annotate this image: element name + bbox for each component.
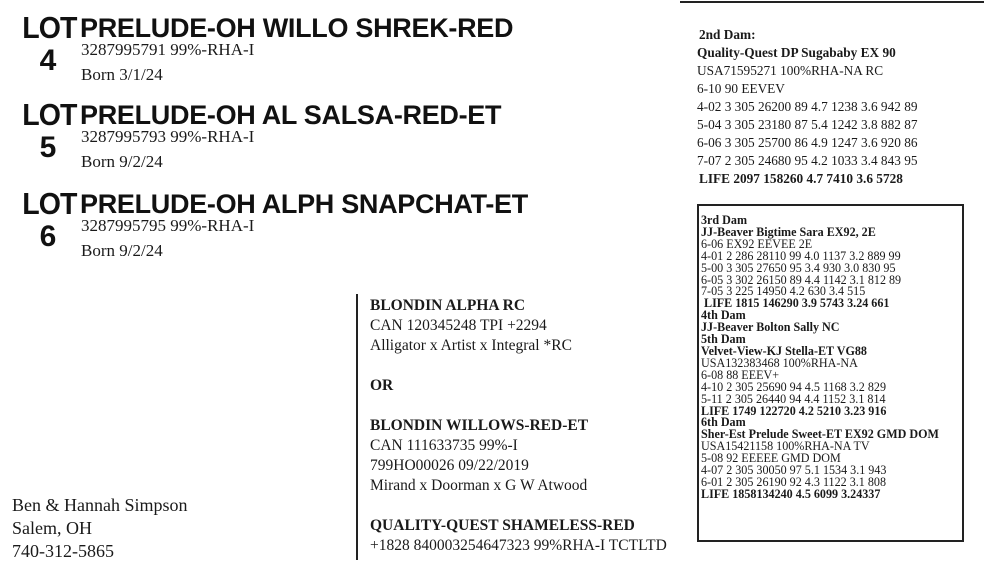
- sixth-dam-header: 6th Dam: [701, 415, 746, 430]
- registration: 3287995793 99%-RHA-I: [81, 127, 255, 146]
- third-dam-line: 6-05 3 302 26150 89 4.4 1142 3.1 812 89: [701, 272, 902, 287]
- sixth-dam-life: LIFE 1858134240 4.5 6099 3.24337: [701, 486, 881, 501]
- second-dam-line: 6-10 90 EEVEV: [697, 81, 785, 96]
- second-dam-life: LIFE 2097 158260 4.7 7410 3.6 5728: [699, 171, 903, 186]
- second-dam-line: 4-02 3 305 26200 89 4.7 1238 3.6 942 89: [697, 99, 918, 114]
- sire2-name: BLONDIN WILLOWS-RED-ET: [370, 417, 589, 434]
- fifth-dam-header: 5th Dam: [701, 332, 746, 347]
- second-dam-header: 2nd Dam:: [699, 27, 756, 42]
- second-dam-name: Quality-Quest DP Sugababy EX 90: [697, 45, 896, 60]
- third-dam-line: 4-01 2 286 28110 99 4.0 1137 3.2 889 99: [701, 248, 901, 263]
- sire1-pedigree: Alligator x Artist x Integral *RC: [370, 337, 572, 354]
- lot-word: LOT: [22, 10, 77, 45]
- fifth-dam-name: Velvet-View-KJ Stella-ET VG88: [701, 343, 867, 358]
- sire-section: [356, 294, 667, 560]
- top-rule: [680, 1, 984, 3]
- second-dam-line: 6-06 3 305 25700 86 4.9 1247 3.6 920 86: [697, 135, 918, 150]
- lot-badge: [20, 12, 76, 76]
- sixth-dam-line: 4-07 2 305 30050 97 5.1 1534 3.1 943: [701, 463, 887, 478]
- lot-badge: [20, 188, 76, 252]
- sixth-dam-name: Sher-Est Prelude Sweet-ET EX92 GMD DOM: [701, 427, 939, 442]
- owner-phone: 740-312-5865: [12, 541, 114, 561]
- birth-date: Born 9/2/24: [81, 241, 163, 260]
- third-dam-line: 5-00 3 305 27650 95 3.4 930 3.0 830 95: [701, 260, 896, 275]
- second-dam: [697, 26, 918, 188]
- sire1-name: BLONDIN ALPHA RC: [370, 297, 526, 314]
- sire2-pedigree: Mirand x Doorman x G W Atwood: [370, 477, 588, 494]
- fourth-dam-header: 4th Dam: [701, 308, 746, 323]
- registration: 3287995795 99%-RHA-I: [81, 216, 255, 235]
- lot-number: 5: [39, 131, 57, 164]
- dam-reg: +1828 840003254647323 99%RHA-I TCTLTD: [370, 537, 667, 554]
- second-dam-line: USA71595271 100%RHA-NA RC: [697, 63, 884, 78]
- third-dam-life: LIFE 1815 146290 3.9 5743 3.24 661: [704, 296, 890, 311]
- fifth-dam-line: 4-10 2 305 25690 94 4.5 1168 3.2 829: [701, 379, 886, 394]
- lot-number: 4: [39, 44, 57, 77]
- fourth-dam-name: JJ-Beaver Bolton Sally NC: [701, 320, 840, 335]
- third-dam-line: 6-06 EX92 EEVEE 2E: [701, 236, 813, 251]
- lot-word: LOT: [22, 186, 77, 221]
- birth-date: Born 9/2/24: [81, 152, 163, 171]
- birth-date: Born 3/1/24: [81, 65, 163, 84]
- lot-word: LOT: [22, 97, 77, 132]
- lot-badge: [20, 99, 76, 163]
- fifth-dam-line: 6-08 88 EEEV+: [701, 367, 780, 382]
- fifth-dam-line: 5-11 2 305 26440 94 4.4 1152 3.1 814: [701, 391, 886, 406]
- animal-name: PRELUDE-OH ALPH SNAPCHAT-ET: [80, 189, 528, 219]
- pedigree-box: [697, 204, 964, 542]
- sire1-reg: CAN 120345248 TPI +2294: [370, 317, 547, 334]
- sire2-code: 799HO00026 09/22/2019: [370, 457, 529, 474]
- animal-name: PRELUDE-OH AL SALSA-RED-ET: [80, 100, 502, 130]
- or-label: OR: [370, 377, 394, 394]
- sire2-reg: CAN 111633735 99%-I: [370, 437, 518, 454]
- second-dam-line: 7-07 2 305 24680 95 4.2 1033 3.4 843 95: [697, 153, 918, 168]
- animal-name: PRELUDE-OH WILLO SHREK-RED: [80, 13, 514, 43]
- owner-city: Salem, OH: [12, 518, 92, 538]
- sixth-dam-line: 5-08 92 EEEEE GMD DOM: [701, 451, 841, 466]
- registration: 3287995791 99%-RHA-I: [81, 40, 255, 59]
- owner-name: Ben & Hannah Simpson: [12, 495, 188, 515]
- dam-name: QUALITY-QUEST SHAMELESS-RED: [370, 517, 635, 534]
- third-dam-header: 3rd Dam: [701, 213, 748, 227]
- fifth-dam-line: USA132383468 100%RHA-NA: [701, 355, 858, 370]
- third-dam-name: JJ-Beaver Bigtime Sara EX92, 2E: [701, 224, 876, 239]
- sixth-dam-line: USA15421158 100%RHA-NA TV: [701, 439, 870, 454]
- second-dam-line: 5-04 3 305 23180 87 5.4 1242 3.8 882 87: [697, 117, 918, 132]
- sixth-dam-line: 6-01 2 305 26190 92 4.3 1122 3.1 808: [701, 474, 886, 489]
- lot-number: 6: [39, 220, 57, 253]
- third-dam-line: 7-05 3 225 14950 4.2 630 3.4 515: [701, 284, 866, 299]
- fifth-dam-life: LIFE 1749 122720 4.2 5210 3.23 916: [701, 403, 887, 418]
- owner-info: [12, 494, 188, 563]
